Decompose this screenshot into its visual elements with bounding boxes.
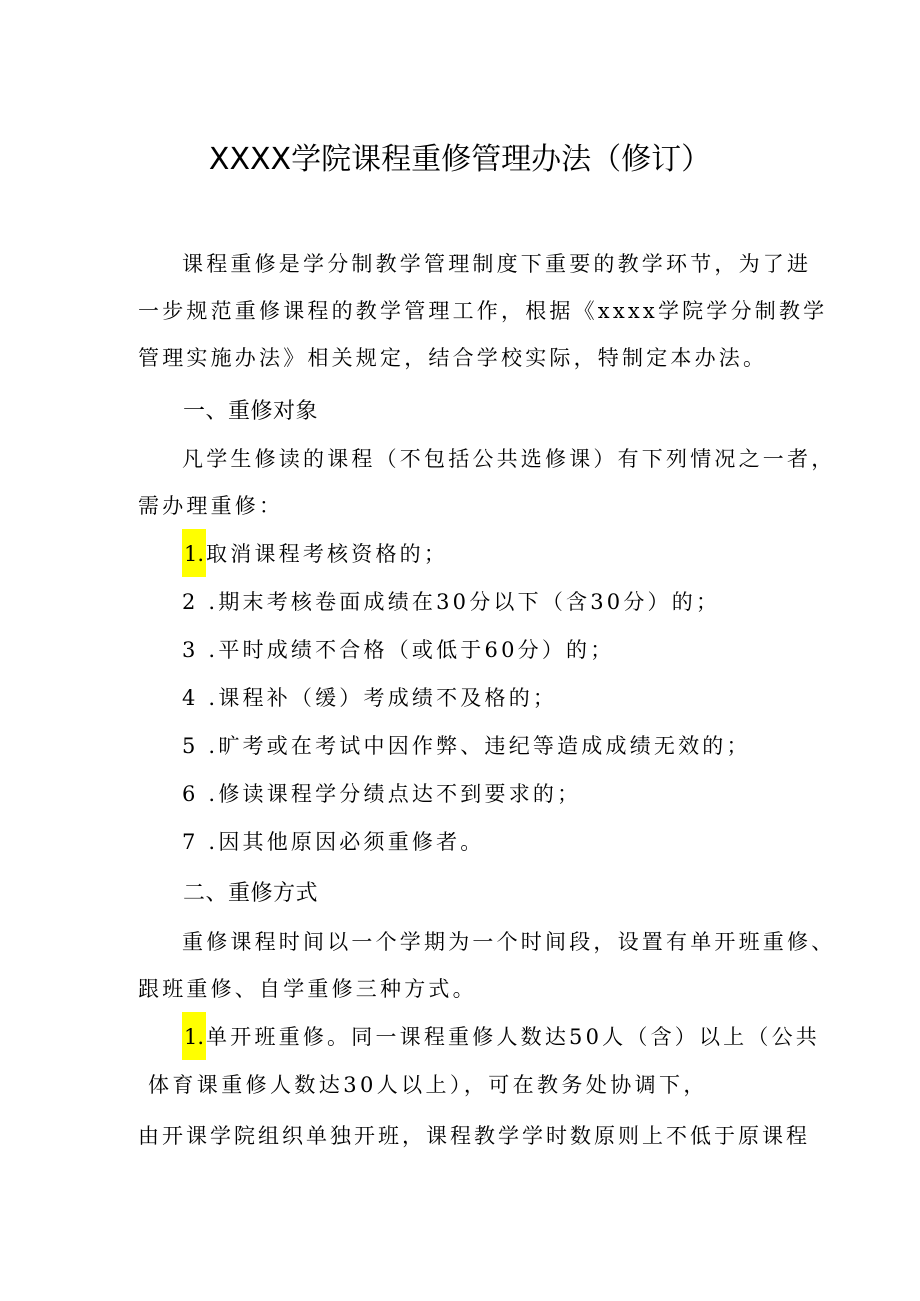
list-item-number: 4 . <box>182 686 219 710</box>
intro-line-2: 一步规范重修课程的教学管理工作，根据《xxxx学院学分制教学 <box>138 299 828 323</box>
list-item <box>182 635 614 665</box>
list-item-number: 7 . <box>182 830 219 854</box>
list-item-number: 5 . <box>182 734 219 758</box>
section-heading-2: 二、重修方式 <box>183 881 319 906</box>
list-item-text: 平时成绩不合格（或低于60分）的； <box>218 638 615 662</box>
list-item <box>182 1022 820 1052</box>
list-item-continuation: 由开课学院组织单独开班，课程教学学时数原则上不低于原课程 <box>138 1124 810 1148</box>
section1-lead-line-2: 需办理重修： <box>138 494 284 518</box>
list-item <box>182 683 557 713</box>
list-item <box>182 539 448 569</box>
intro-line-3: 管理实施办法》相关规定，结合学校实际，特制定本办法。 <box>138 346 768 370</box>
list-item <box>182 779 581 809</box>
list-item-text: 单开班重修。同一课程重修人数达50人（含）以上（公共 <box>206 1025 820 1049</box>
section2-lead-line-2: 跟班重修、自学重修三种方式。 <box>138 977 477 1001</box>
highlight-marker: 1. <box>182 1012 206 1060</box>
list-item-text: 因其他原因必须重修者。 <box>218 830 485 854</box>
list-item-text: 课程补（缓）考成绩不及格的； <box>218 686 558 710</box>
list-item-number: 2 . <box>182 590 219 614</box>
intro-line-1: 课程重修是学分制教学管理制度下重要的教学环节，为了进 <box>182 252 812 276</box>
section1-lead-line-1: 凡学生修读的课程（不包括公共选修课）有下列情况之一者， <box>182 447 836 471</box>
list-item-number: 3 . <box>182 638 219 662</box>
list-item-text: 修读课程学分绩点达不到要求的； <box>218 782 582 806</box>
list-item <box>182 587 720 617</box>
list-item-number: 6 . <box>182 782 219 806</box>
section2-lead-line-1: 重修课程时间以一个学期为一个时间段，设置有单开班重修、 <box>182 930 836 954</box>
list-item-text: 取消课程考核资格的； <box>206 542 449 566</box>
list-item-text: 旷考或在考试中因作弊、违纪等造成成绩无效的； <box>218 734 751 758</box>
document-title: XXXX学院课程重修管理办法（修订） <box>208 142 712 177</box>
list-item-text: 期末考核卷面成绩在30分以下（含30分）的； <box>218 590 721 614</box>
list-item <box>182 827 485 857</box>
highlight-marker: 1. <box>182 529 206 577</box>
list-item-continuation: 体育课重修人数达30人以上），可在教务处协调下， <box>148 1073 708 1097</box>
section-heading-1: 一、重修对象 <box>183 399 319 424</box>
list-item <box>182 731 751 761</box>
